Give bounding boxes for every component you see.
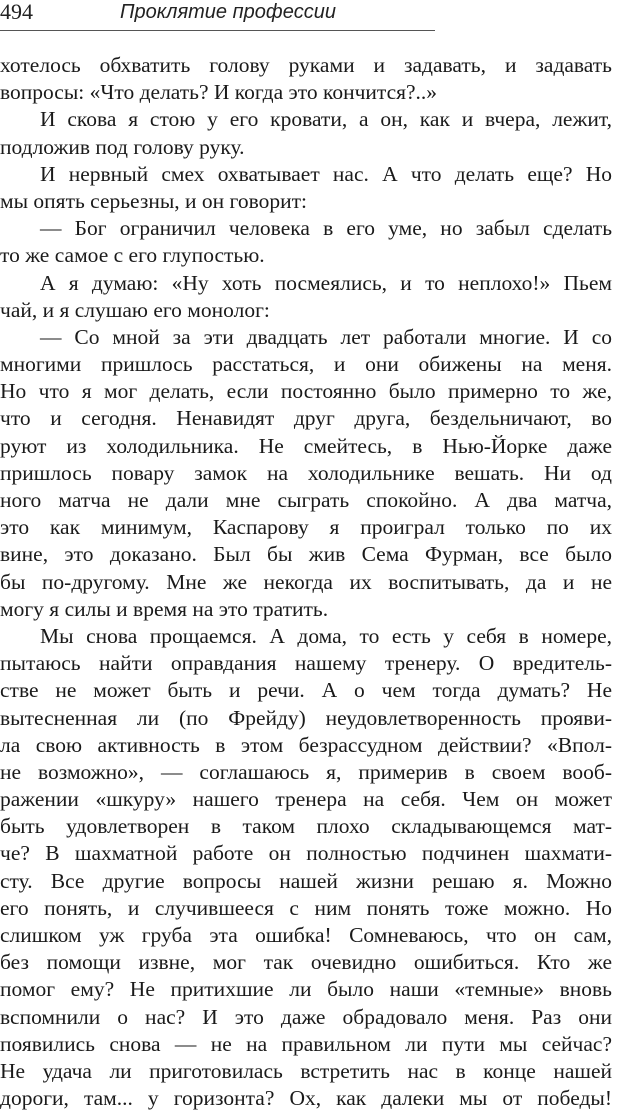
text-line: сту. Все другие вопросы нашей жизни решаю я. Можно bbox=[0, 868, 612, 893]
text-line: И скова я стою у его кровати, а он, как и вчера, лежит, bbox=[40, 107, 612, 132]
text-line: ла свою активность в этом безрассудном действии? «Впол- bbox=[0, 732, 612, 757]
text-line: И нервный смех охватывает нас. А что делать еще? Но bbox=[40, 161, 612, 186]
text-line: че? В шахматной работе он полностью подчинен шахмати- bbox=[0, 841, 612, 866]
text-line: подложив под голову руку. bbox=[0, 134, 245, 159]
text-line: хотелось обхватить голову руками и задавать, и задавать bbox=[0, 53, 612, 77]
text-line: бы по-другому. Мне же некогда их воспитывать, да и не bbox=[0, 569, 612, 594]
text-line: его понять, и случившееся с ним понять тоже можно. Но bbox=[0, 895, 612, 920]
running-title: Проклятие профессии bbox=[120, 1, 336, 23]
text-line: могу я силы и время на это тратить. bbox=[0, 596, 329, 621]
text-line: многими пришлось расстаться, и они обижены на меня. bbox=[0, 352, 612, 377]
text-line: без помощи извне, мог так очевидно ошибиться. Кто же bbox=[0, 950, 612, 975]
text-line: Мы снова прощаемся. А дома, то есть у себя в номере, bbox=[40, 623, 612, 648]
text-line: вытесненная ли (по Фрейду) неудовлетворенность прояви- bbox=[0, 705, 612, 730]
text-line: пришлось повару замок на холодильнике вешать. Ни од bbox=[0, 460, 612, 485]
text-line: быть удовлетворен в таком плохо складывающемся мат- bbox=[0, 814, 612, 839]
text-line: — Со мной за эти двадцать лет работали многие. И со bbox=[40, 324, 612, 349]
text-line: слишком уж груба эта ошибка! Сомневаюсь, что он сам, bbox=[0, 923, 612, 947]
text-line: это как минимум, Каспарову я проиграл только по их bbox=[0, 515, 612, 540]
text-line: мы опять серьезны, и он говорит: bbox=[0, 188, 307, 213]
text-line: то же самое с его глупостью. bbox=[0, 243, 265, 268]
text-line: дороги, там... у горизонта? Ох, как далеки мы от победы! bbox=[0, 1086, 612, 1111]
text-line: чай, и я слушаю его монолог: bbox=[0, 297, 270, 322]
page-number: 494 bbox=[0, 0, 33, 24]
text-line: вспомнили о нас? И это даже обрадовало меня. Раз они bbox=[0, 1004, 612, 1029]
text-line: ного матча не дали мне сыграть спокойно. А два матча, bbox=[0, 488, 612, 512]
text-line: пытаюсь найти оправдания нашему тренеру. О вредитель- bbox=[0, 651, 612, 676]
text-line: появились снова — не на правильном ли пути мы сейчас? bbox=[0, 1031, 612, 1056]
text-line: не возможно», — соглашаюсь я, примерив в своем вооб- bbox=[0, 759, 612, 784]
text-line: ражении «шкуру» нашего тренера на себя. Чем он может bbox=[0, 787, 612, 812]
text-line: помог ему? Не притихшие ли было наши «темные» вновь bbox=[0, 977, 612, 1002]
text-line: Но что я мог делать, если постоянно было примерно то же, bbox=[0, 379, 612, 404]
text-line: вине, это доказано. Был бы жив Сема Фурман, все было bbox=[0, 542, 612, 567]
text-line: — Бог ограничил человека в его уме, но забыл сделать bbox=[40, 216, 612, 241]
body-text bbox=[0, 52, 612, 1112]
text-line: что и сегодня. Ненавидят друг друга, бездельничают, во bbox=[0, 406, 612, 431]
text-line: вопросы: «Что делать? И когда это кончится?..» bbox=[0, 80, 438, 105]
text-line: А я думаю: «Ну хоть посмеялись, и то неплохо!» Пьем bbox=[40, 270, 612, 295]
text-line: Не удача ли приготовилась встретить нас в конце нашей bbox=[0, 1058, 612, 1083]
text-line: руют из холодильника. Не смейтесь, в Нью-Йорке даже bbox=[0, 433, 612, 458]
text-line: стве не может быть и речи. А о чем тогда думать? Не bbox=[0, 678, 612, 703]
page-header bbox=[0, 0, 435, 31]
